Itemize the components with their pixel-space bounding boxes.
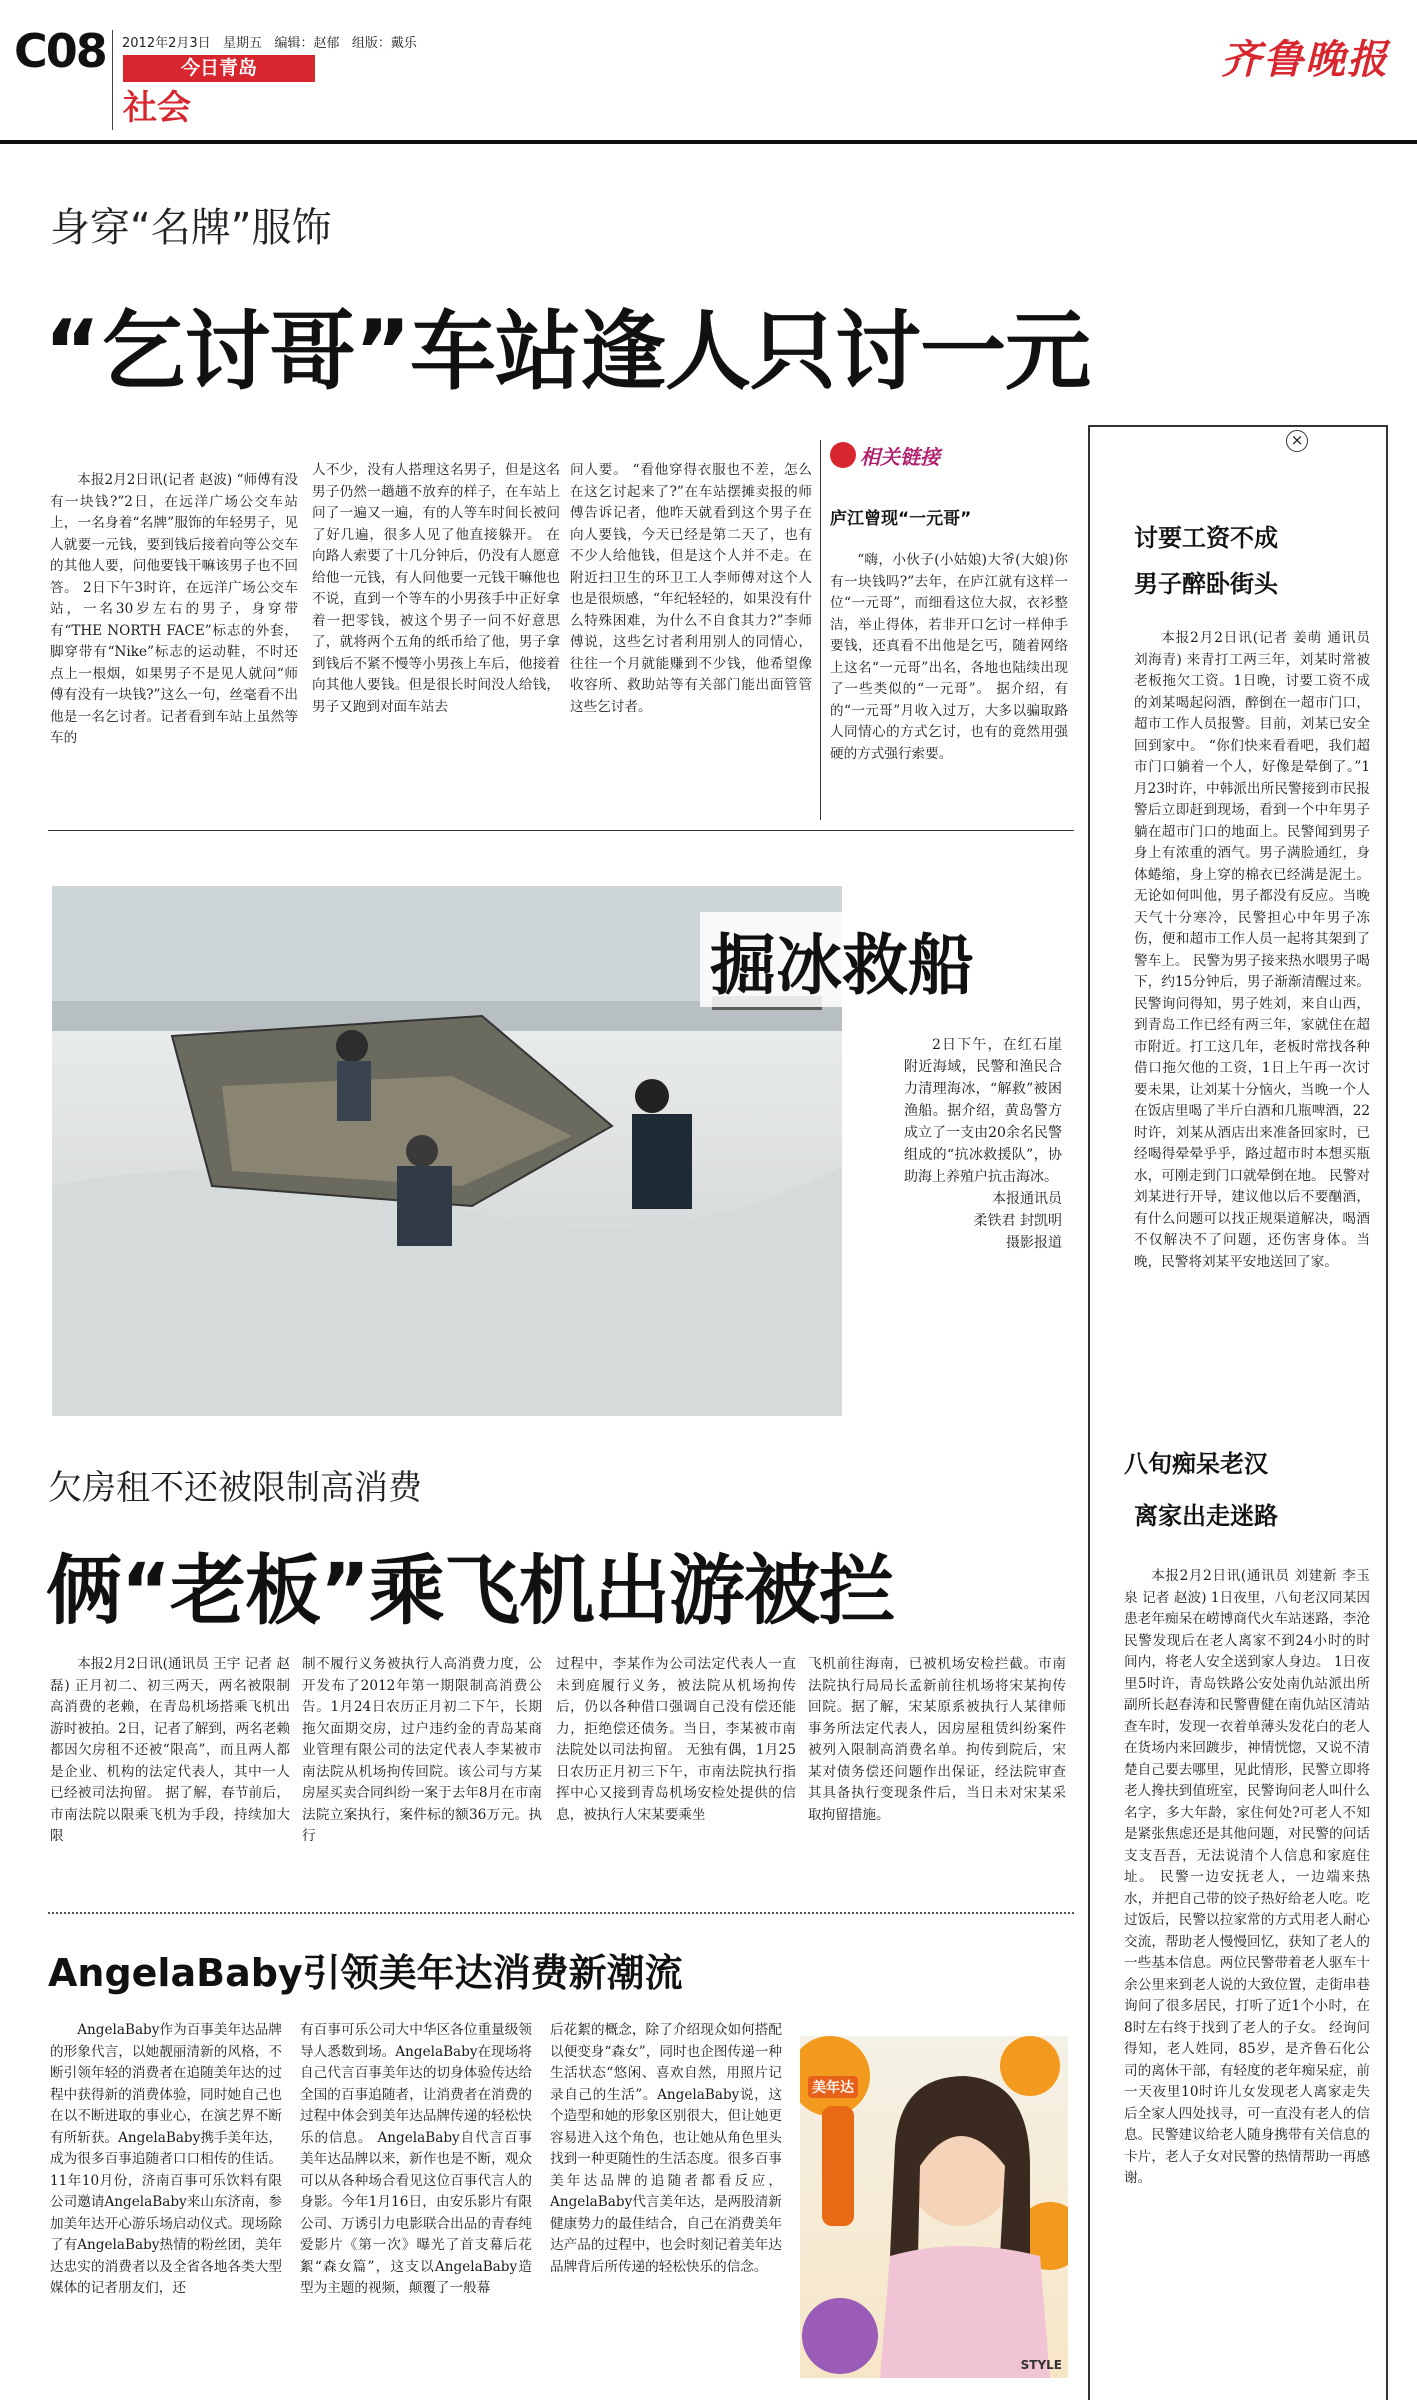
side1-body-text: 本报2月2日讯(记者 姜萌 通讯员 刘海青) 来青打工两三年，刘某时常被老板拖欠工资。1日晚，讨要工资不成的刘某喝起闷酒，醉倒在一超市门口，超市工作人员报警。目前，刘某已安全回到家中。 “你们快来看看吧，我们超市门口躺着一个人，好像是晕倒了。”1月23时许，中韩派出所民警接到市民报警后立即赶到现场，看到一个中年男子躺在超市门口的地面上。民警闻到男子身上有浓重的酒气。男子满脸通红，身体蜷缩，身上穿的棉衣已经满是泥土。无论如何叫他，男子都没有反应。当晚天气十分寒冷，民警担心中年男子冻伤，便和超市工作人员一起将其架到了警车上。 民警为男子接来热水喂男子喝下，约15分钟后，男子渐渐清醒过来。民警询问得知，男子姓刘，来自山西，到青岛工作已经有两三年，家就住在超市附近。打工这几年，老板时常找各种借口拖欠他的工资，1日上午再一次讨要未果，让刘某十分恼火，当晚一个人在饭店里喝了半斤白酒和几瓶啤酒，22时许，刘某从酒店出来准备回家时，已经喝得晕晕乎乎，路过超市时本想买瓶水，可刚走到门口就晕倒在地。 民警对刘某进行开导，建议他以后不要酗酒，有什么问题可以找正规渠道解决，喝酒不仅解决不了问题，还伤害身体。当晚，民警将刘某平安地送回了家。	[1134, 630, 1370, 1270]
story3-col3-text: 后花絮的概念，除了介绍现众如何搭配以便变身“森女”，同时也企图传递一种生活状态“悠闲、喜欢自然，用照片记录自己的生活”。AngelaBaby说，这个造型和她的形象区别很大，但让她更容易进入这个角色，也让她从角色里头找到一种更随性的生活态度。很多百事美年达品牌的追随者都看反应，AngelaBaby代言美年达，是两股清新健康势力的最佳结合，自己在消费美年达产品的过程中，也会时刻记着美年达品牌背后所传递的轻松快乐的信念。	[550, 2022, 782, 2275]
header-divider	[112, 30, 113, 130]
story3-col2-text: 有百事可乐公司大中华区各位重量级领导人悉数到场。AngelaBaby在现场将自己代言百事美年达的切身体验传达给全国的百事追随者，让消费者在消费的过程中体会到美年达品牌传递的轻松快乐的信息。 AngelaBaby自代言百事美年达品牌以来，新作也是不断，观众可以从各种场合看见这位百事代言人的身影。今年1月16日，由安乐影片有限公司、万诱引力电影联合出品的青春纯爱影片《第一次》曝光了首支幕后花絮“森女篇”，这支以AngelaBaby造型为主题的视频，颠覆了一般幕	[300, 2022, 532, 2296]
story3-col3	[550, 2020, 782, 2375]
story1-kicker: 身穿“名牌”服饰	[50, 205, 332, 251]
photo-title: 掘冰救船	[700, 912, 984, 1007]
story2-kicker: 欠房租不还被限制高消费	[48, 1468, 422, 1508]
story3-col2	[300, 2020, 532, 2375]
story2-col3-text: 过程中，李某作为公司法定代表人一直未到庭履行义务，被法院从机场拘传后，仍以各种借口强调自己没有偿还能力，拒绝偿还债务。当日，李某被市南法院处以司法拘留。 无独有偶，1月25日农历正月初三下午，市南法院执行指挥中心又接到青岛机场安检处提供的信息，被执行人宋某要乘坐	[556, 1656, 796, 1823]
story1-col1	[50, 470, 298, 800]
story1-col3	[570, 460, 812, 800]
side2-title-1: 八旬痴呆老汉	[1124, 1450, 1268, 1478]
story1-col2-text: 人不少，没有人搭理这名男子，但是这名男子仍然一趟趟不放弃的样子，在车站上问了一遍又一遍，有的人等车时间长被问了好几遍，很多人见了他直接躲开。 在向路人索要了十几分钟后，仍没有人愿意给他一元钱，有人问他要一元钱干嘛他也不说，直到一个等车的小男孩手中正好拿着一把零钱，被这个男子一问不好意思了，就将两个五角的纸币给了他，男子拿到钱后不紧不慢等小男孩上车后，他接着向其他人要钱。但是很长时间没人给钱，男子又跑到对面车站去	[312, 462, 560, 715]
link-label: 相关链接	[860, 444, 940, 469]
story1-col1-text: 本报2月2日讯(记者 赵波) “师傅有没有一块钱?”2日，在远洋广场公交车站上，一名身着“名牌”服饰的年轻男子，见人就要一元钱，要到钱后接着向等公交车的其他人要，问他要钱干嘛该男子也不回答。 2日下午3时许，在远洋广场公交车站，一名30岁左右的男子，身穿带有“THE NORTH FACE”标志的外套，脚穿带有“Nike”标志的运动鞋，不时还点上一根烟，如果男子不是见人就问“师傅有没有一块钱?”这么一句，丝毫看不出他是一名乞讨者。记者看到车站上虽然等车的	[50, 472, 298, 746]
related-link-badge	[830, 438, 940, 472]
ad-style-tag: STYLE	[1020, 2358, 1062, 2372]
side1-title-2: 男子醉卧街头	[1134, 570, 1278, 598]
story3-col1	[50, 2020, 282, 2375]
link-box-border	[820, 440, 821, 820]
side1-body	[1134, 628, 1370, 1430]
story2-col4	[808, 1654, 1066, 1890]
story2-col1	[50, 1654, 290, 1890]
story1-col3-text: 问人要。 “看他穿得衣服也不差，怎么在这乞讨起来了?”在车站摆摊卖报的师傅告诉记者，他昨天就看到这个男子在向人要钱，今天已经是第二天了，也有不少人给他钱，但是这个人并不走。在附近扫卫生的环卫工人李师傅对这个人也是很烦感，“年纪轻轻的，如果没有什么特殊困难，为什么不自食其力?”李师傅说，这些乞讨者利用别人的同情心，往往一个月就能赚到不少钱，他希望像收容所、救助站等有关部门能出面管管这些乞讨者。	[570, 462, 812, 715]
story2-col2-text: 制不履行义务被执行人高消费力度，公开发布了2012年第一期限制高消费公告。1月24日农历正月初二下午，长期拖欠面期交房，过户违约金的青岛某商业管理有限公司的法定代表人李某被市南法院从机场拘传回院。该公司与方某房屋买卖合同纠纷一案于去年8月在市南法院立案执行，案件标的额36万元。执行	[302, 1656, 542, 1844]
side2-title-2: 离家出走迷路	[1134, 1502, 1278, 1530]
section-tag: 今日青岛	[123, 55, 315, 82]
ad-brand-label: 美年达	[808, 2076, 858, 2098]
photo-credit-3: 摄影报道	[1006, 1235, 1062, 1251]
link-title: 庐江曾现“一元哥”	[830, 509, 972, 529]
story3-headline: AngelaBaby引领美年达消费新潮流	[48, 1951, 683, 1995]
story2-divider	[48, 1912, 1074, 1914]
sidebar-right-border	[1386, 425, 1388, 2400]
story2-headline: 俩“老板”乘飞机出游被拦	[46, 1546, 894, 1635]
story3-col1-text: AngelaBaby作为百事美年达品牌的形象代言，以她靓丽清新的风格，不断引领年轻的消费者在追随美年达的过程中获得新的消费体验，同时她自己也在以不断进取的事业心，在演艺界不断有所斩获。AngelaBaby携手美年达，成为很多百事追随者口口相传的佳话。 11年10月份，济南百事可乐饮料有限公司邀请AngelaBaby来山东济南，参加美年达开心游乐场启动仪式。现场除了有AngelaBaby热情的粉丝团，美年达忠实的消费者以及全省各地各类大型媒体的记者朋友们，还	[50, 2022, 282, 2296]
page-number: C08	[14, 24, 106, 78]
story2-col3	[556, 1654, 796, 1890]
story1-col2	[312, 460, 560, 800]
header-rule	[0, 140, 1417, 144]
story1-headline: “乞讨哥”车站逢人只讨一元	[44, 302, 1091, 402]
side2-body-text: 本报2月2日讯(通讯员 刘建新 李玉泉 记者 赵波) 1日夜里，八旬老汉同某因患老年痴呆在崂博商代火车站迷路，李沧民警发现后在老人离家不到24小时的时间内，将老人安全送到家人身边。 1日夜里5时许，青岛铁路公安处南仇站派出所副所长赵春涛和民警曹健在南仇站区清站查车时，发现一衣着单薄头发花白的老人在货场内来回踱步，神情恍惚，又说不清楚自己要去哪里，见此情形，民警立即将老人搀扶到值班室，民警询问老人叫什么名字，多大年龄，家住何处?可老人不知是紧张焦虑还是其他问题，对民警的问话支支吾吾，无法说清个人信息和家庭住址。 民警一边安抚老人，一边端来热水，并把自己带的饺子热好给老人吃。吃过饭后，民警以拉家常的方式用老人耐心交流，帮助老人慢慢回忆，获知了老人的一些基本信息。两位民警带着老人驱车十余公里来到老人说的大致位置，走街串巷询问了很多居民，打听了近1个小时，在8时左右终于找到了老人的子女。 经询问得知，老人姓同，85岁，是齐鲁石化公司的离休干部，有轻度的老年痴呆症，前一天夜里10时许儿女发现老人离家走失后全家人四处找寻，可一直没有老人的信息。民警建议给老人随身携带有关信息的卡片，老人子女对民警的热情帮助一再感谢。	[1124, 1568, 1370, 2186]
photo-caption-text: 2日下午，在红石崖附近海域，民警和渔民合力清理海冰，“解救”被困渔船。据介绍，黄岛警方成立了一支由20余名民警组成的“抗冰救援队”，协助海上养殖户抗击海冰。	[904, 1037, 1062, 1185]
photo-credit-2: 柔铁君 封凯明	[973, 1213, 1062, 1229]
photo-caption	[900, 1030, 1066, 1358]
story2-col2	[302, 1654, 542, 1890]
header-info	[122, 32, 417, 51]
link-badge-icon	[830, 442, 856, 468]
issue-weekday: 星期五	[223, 36, 263, 51]
section-name: 社会	[123, 88, 191, 128]
link-body-text: “嗨，小伙子(小姑娘)大爷(大娘)你有一块钱吗?”去年，在庐江就有这样一位“一元哥”，而细看这位大叔，衣衫整洁，举止得体，若非开口乞讨一样伸手要钱，还真看不出他是乞丐，随着网络上这名“一元哥”出名，各地也陆续出现了一些类似的“一元哥”。 据介绍，有的“一元哥”月收入过万，大多以骗取路人同情心的方式乞讨，也有的竟然用强硬的方式强行索要。	[830, 552, 1068, 762]
story2-col1-text: 本报2月2日讯(通讯员 王宇 记者 赵磊) 正月初二、初三两天，两名被限制高消费的老赖，在青岛机场搭乘飞机出游时被拍。2日，记者了解到，两名老赖都因欠房租不还被“限高”，而且两人都是企业、机构的法定代表人，其中一人已经被司法拘留。 据了解，春节前后，市南法院以限乘飞机为手段，持续加大限	[50, 1656, 290, 1844]
designer-credit: 组版：戴乐	[351, 36, 417, 51]
story2-col4-text: 飞机前往海南，已被机场安检拦截。市南法院执行局局长孟新前往机场将宋某拘传回院。据了解，宋某原系被执行人某律师事务所法定代表人，因房屋租赁纠纷案件被列入限制高消费名单。拘传到院后，宋某对债务偿还问题作出保证，经法院审查其具备执行变现条件后，当日未对宋某采取拘留措施。	[808, 1656, 1066, 1823]
sidebar-close-icon: ×	[1286, 430, 1308, 452]
editor-credit: 编辑：赵郁	[274, 36, 340, 51]
link-body	[830, 550, 1068, 810]
sidebar-top-rule	[1088, 425, 1388, 427]
side2-body	[1124, 1566, 1370, 2388]
mirinda-ad-photo	[800, 2036, 1068, 2378]
sidebar-left-border	[1088, 425, 1090, 2400]
side1-title-1: 讨要工资不成	[1134, 524, 1278, 552]
photo-credit-1: 本报通讯员	[992, 1191, 1062, 1207]
masthead-logo: 齐鲁晚报	[1221, 36, 1389, 83]
story1-rule	[48, 830, 1074, 831]
issue-date: 2012年2月3日	[122, 36, 211, 51]
